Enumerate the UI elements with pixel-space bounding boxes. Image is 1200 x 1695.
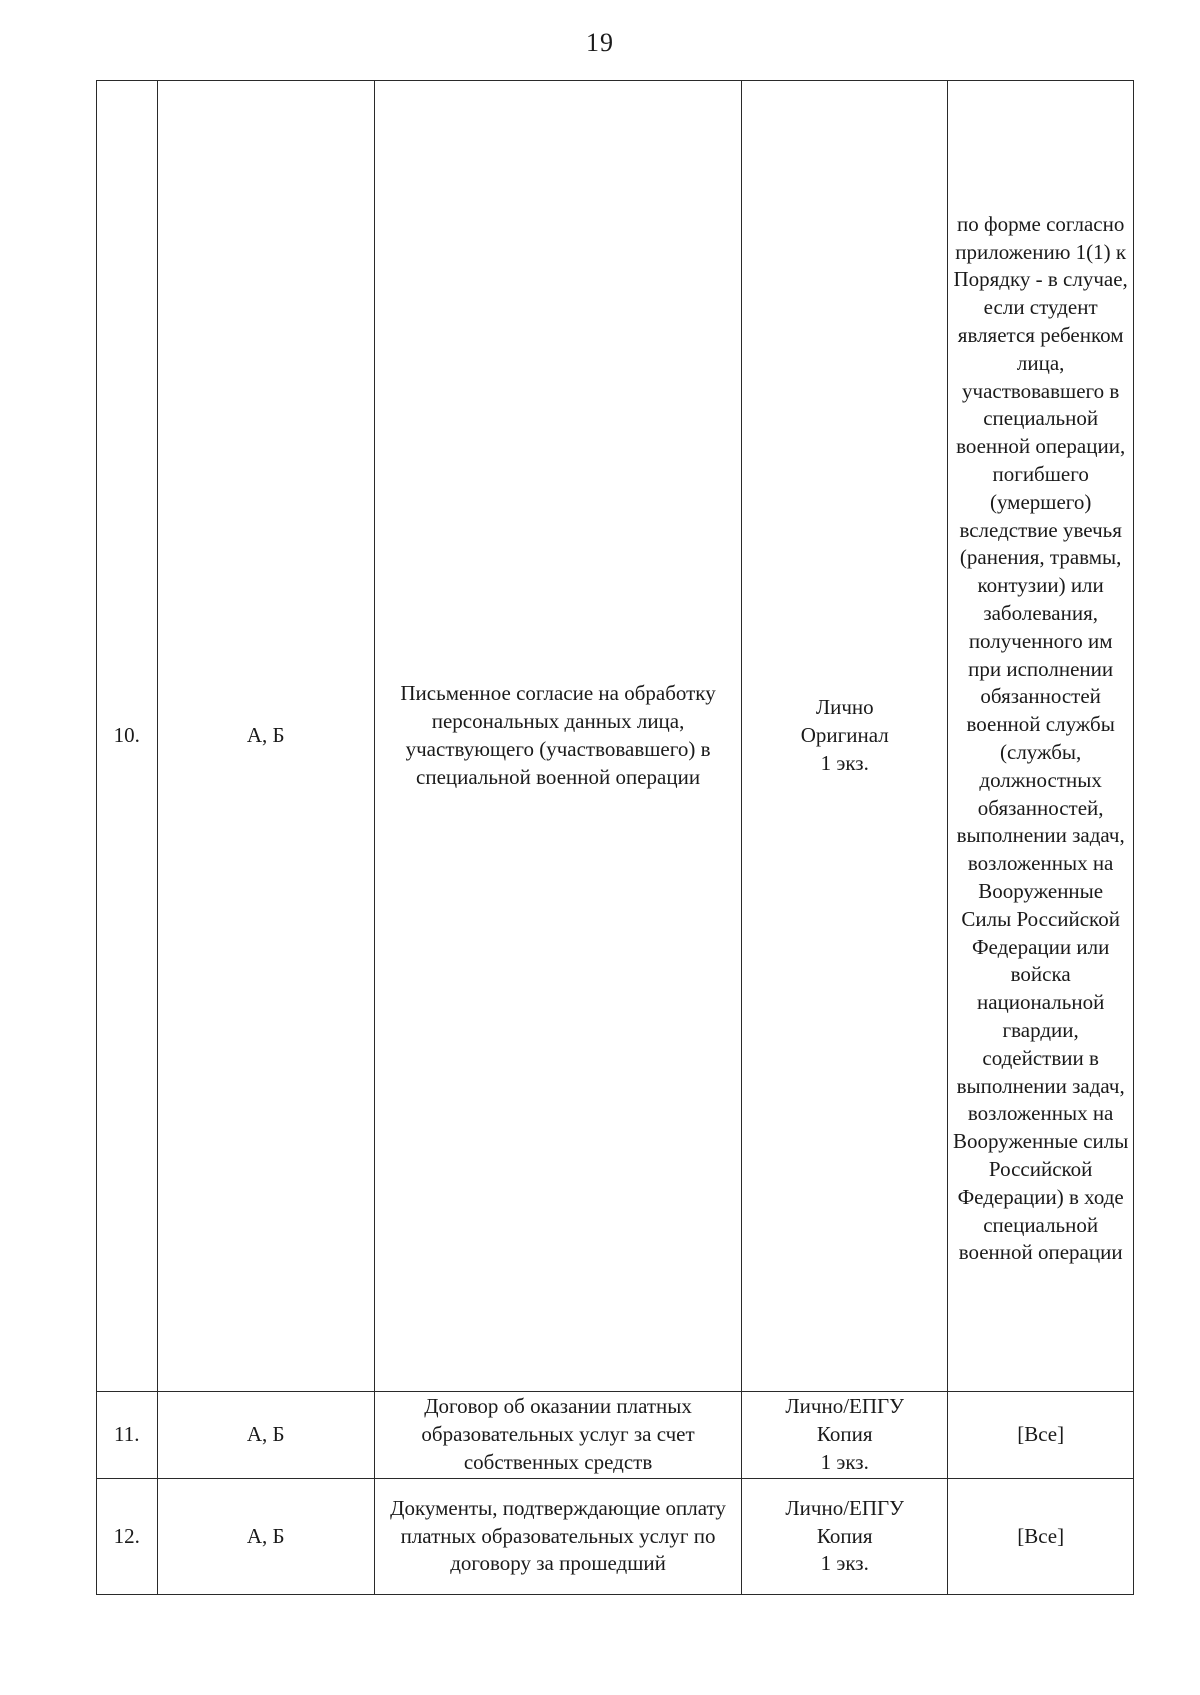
table-row: [97, 81, 1134, 1392]
method-line: Лично/ЕПГУ: [785, 1495, 905, 1520]
row-note: [Все]: [948, 1479, 1134, 1595]
note-text: по форме согласно приложению 1(1) к Порядку - в случае, если студент является ребенком лица, участвовавшего в специальной военной операции, погибшего (умершего) вследствие увечья (ранения, травмы, контузии) или заболевания, полученного им при исполнении обязанностей военной службы (службы, должностных обязанностей, выполнении задач, возложенных на Вооруженные Силы Российской Федерации или войска национальной гвардии, содействии в выполнении задач, возложенных на Вооруженные силы Российской Федерации) в ходе специальной военной операции: [953, 211, 1129, 1265]
row-method: [742, 1392, 948, 1479]
method-line: 1 экз.: [820, 1551, 869, 1576]
row-note: [Все]: [948, 1392, 1134, 1479]
method-line: 1 экз.: [820, 750, 869, 775]
method-line: Копия: [816, 1422, 873, 1447]
method-line: Оригинал: [800, 723, 889, 748]
row-document: Документы, подтверждающие оплату платных образовательных услуг по договору за прошедший: [374, 1479, 741, 1595]
page-number: 19: [586, 28, 614, 57]
row-document: Письменное согласие на обработку персональных данных лица, участвующего (участвовавшего) в специальной военной операции: [374, 81, 741, 1392]
table-row: [97, 1392, 1134, 1479]
method-line: Лично/ЕПГУ: [785, 1394, 905, 1419]
row-category: А, Б: [157, 81, 374, 1392]
row-category: А, Б: [157, 1479, 374, 1595]
row-method: [742, 81, 948, 1392]
table-row: [97, 1479, 1134, 1595]
row-number: 10.: [97, 81, 158, 1392]
method-line: Копия: [816, 1523, 873, 1548]
row-number: 11.: [97, 1392, 158, 1479]
method-line: 1 экз.: [820, 1449, 869, 1474]
row-note: [948, 81, 1134, 1392]
method-line: Лично: [815, 695, 874, 720]
row-category: А, Б: [157, 1392, 374, 1479]
row-number: 12.: [97, 1479, 158, 1595]
row-document: Договор об оказании платных образовательных услуг за счет собственных средств: [374, 1392, 741, 1479]
row-method: [742, 1479, 948, 1595]
documents-table: [96, 80, 1134, 1595]
